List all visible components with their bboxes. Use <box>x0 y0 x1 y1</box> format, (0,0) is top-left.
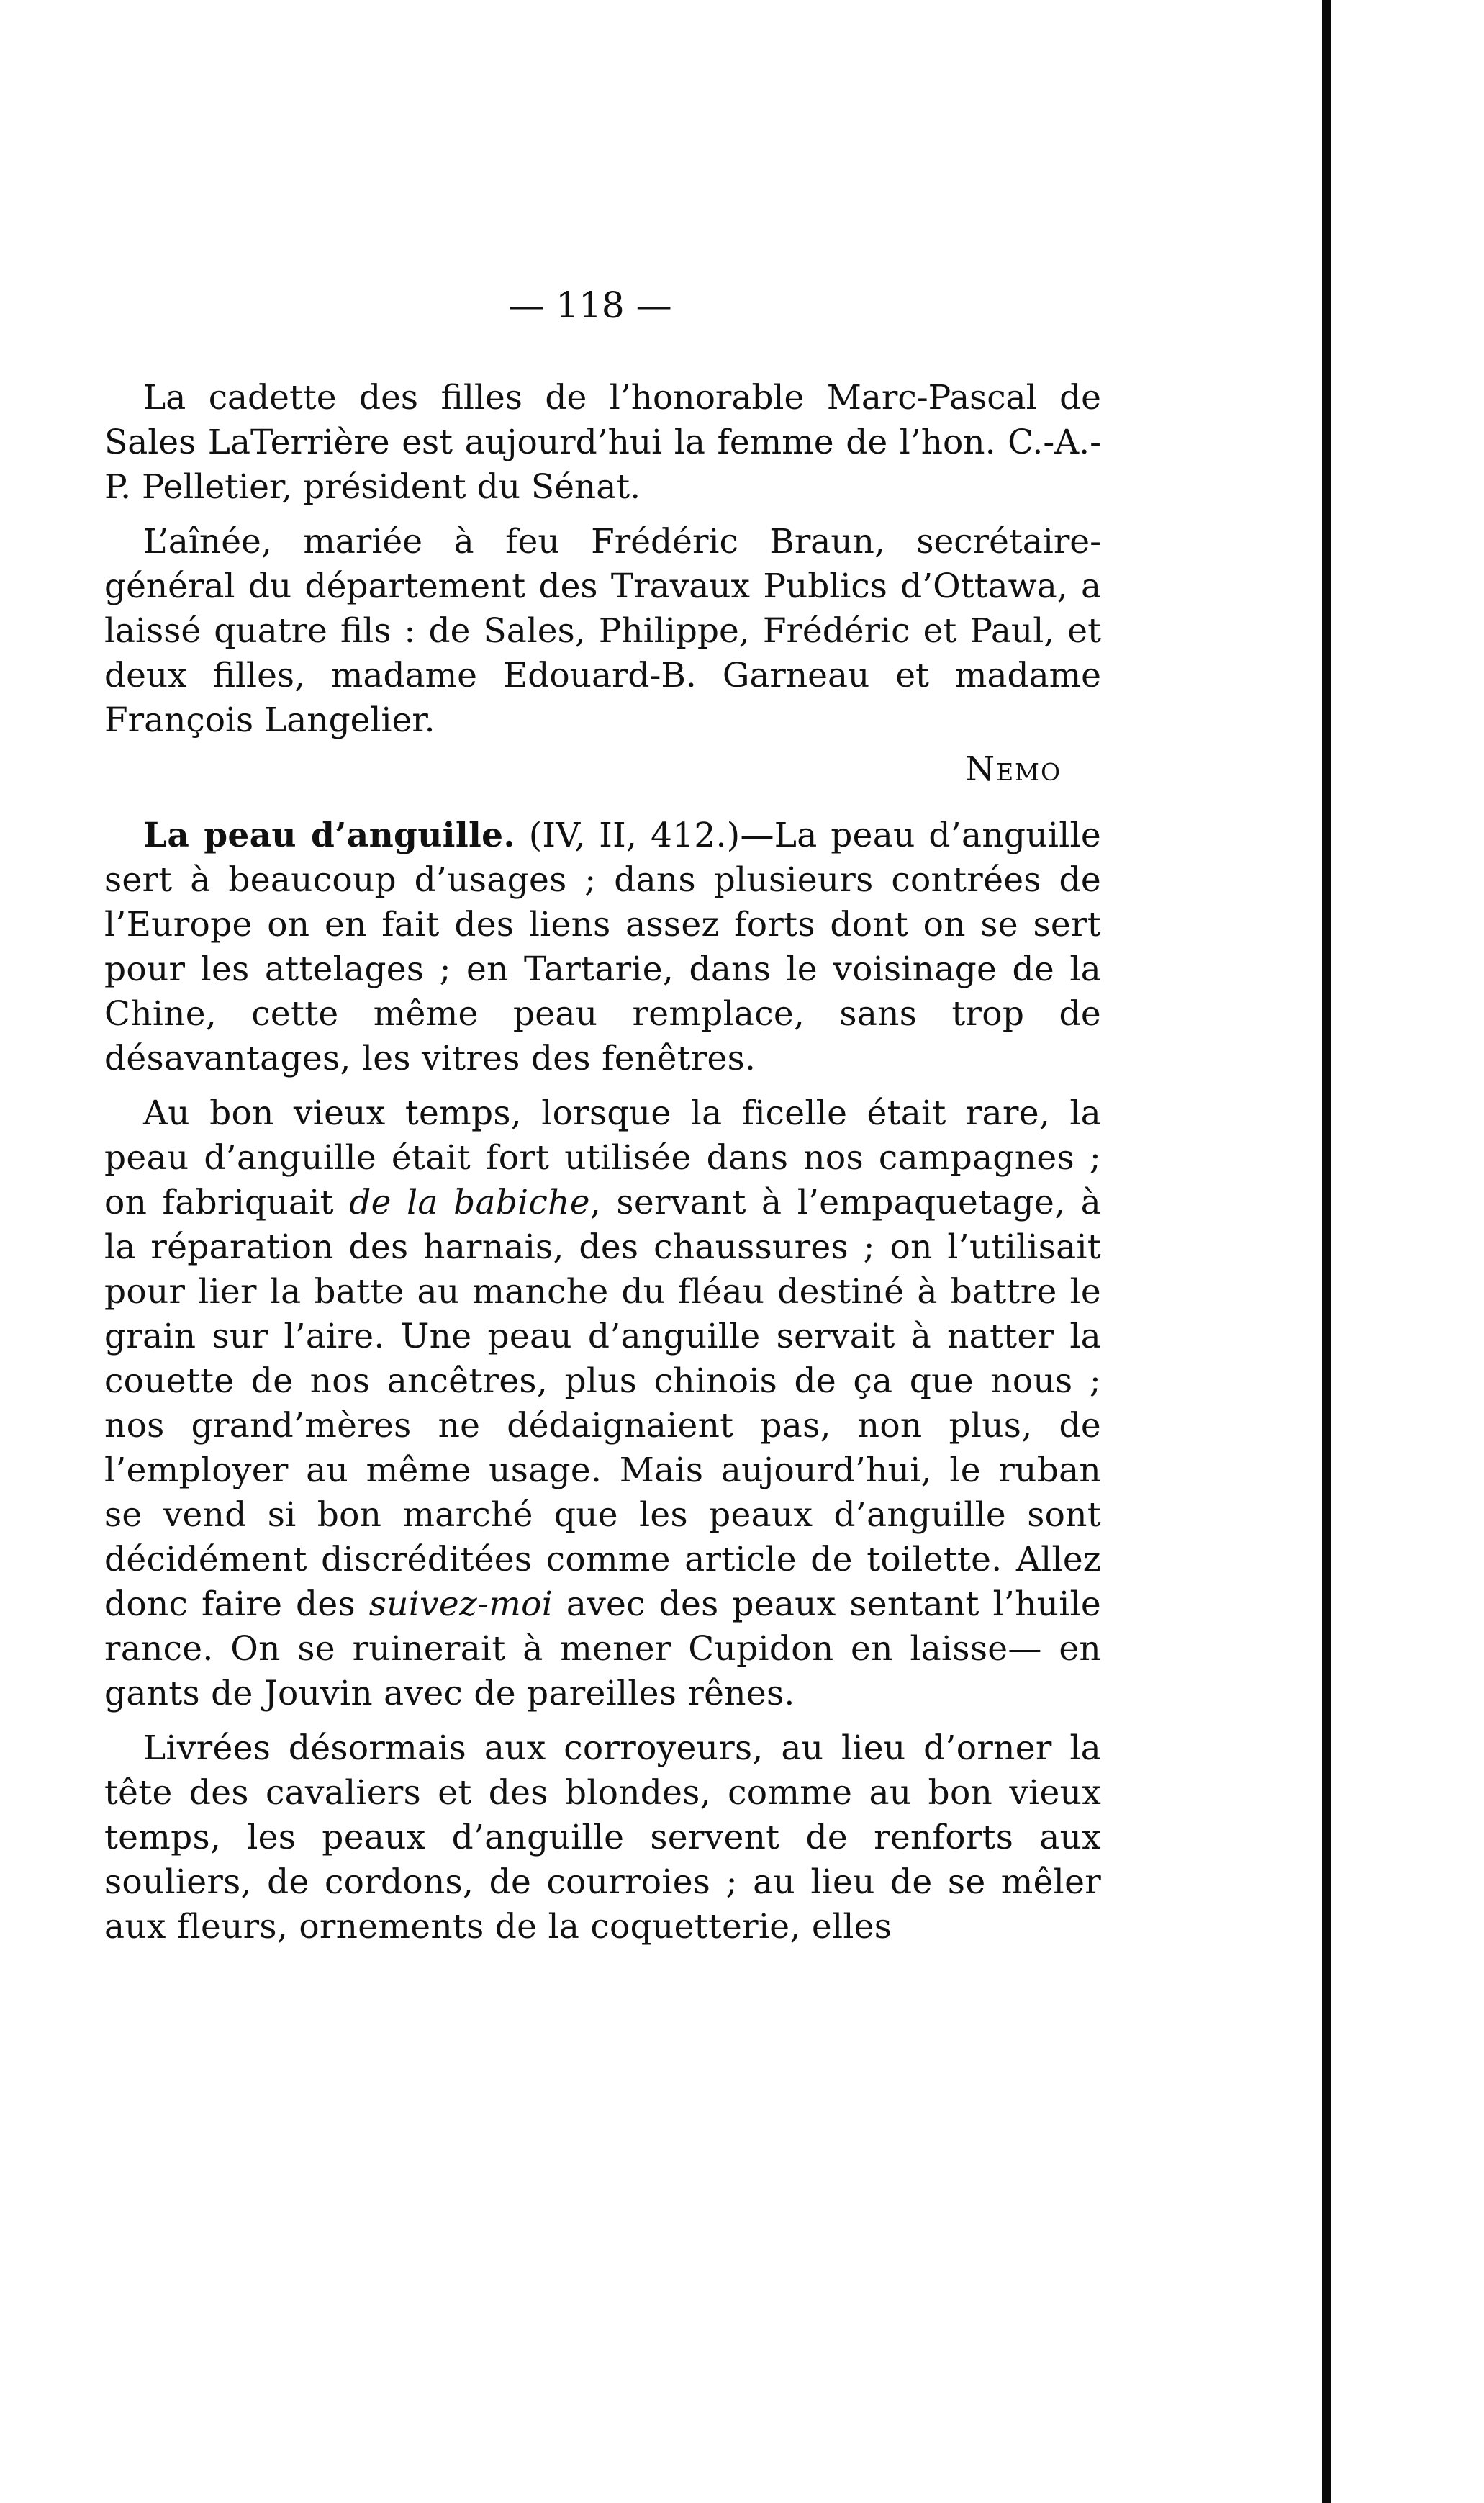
article-opening-text: —La peau d’anguille sert à beaucoup d’usages ; dans plusieurs contrées de l’Europe on en fait des liens assez forts dont on se sert pour les attelages ; en Tartarie, dans le voisinage de la Chine, cette même peau remplace, sans trop de désavantages, les vitres des fenêtres. <box>104 816 1101 1078</box>
italic-term: suivez-moi <box>368 1584 553 1624</box>
paragraph: La cadette des filles de l’honorable Marc-Pascal de Sales LaTerrière est aujourd’hui la femme de l’hon. C.-A.-P. Pelletier, président du Sénat. <box>104 378 1101 507</box>
article-peau-anguille <box>104 813 1101 1949</box>
paragraph-text: avec des peaux sentant l’huile rance. On se ruinerait à mener Cupidon en laisse— en gants de Jouvin avec de pareilles rênes. <box>104 1584 1101 1713</box>
paragraph <box>104 1091 1101 1716</box>
author-signature: Nemo <box>964 749 1062 789</box>
paragraph: Livrées désormais aux corroyeurs, au lieu d’orner la tête des cavaliers et des blondes, comme au bon vieux temps, les peaux d’anguille servent de renforts aux souliers, de cordons, de courroies ; au lieu de se mêler aux fleurs, ornements de la coquetterie, elles <box>104 1728 1101 1947</box>
italic-term: de la babiche <box>349 1183 590 1222</box>
article-title: La peau d’anguille. <box>143 816 516 855</box>
paragraph: L’aînée, mariée à feu Frédéric Braun, secrétaire-général du département des Travaux Publics d’Ottawa, a laissé quatre fils : de Sales, Philippe, Frédéric et Paul, et deux filles, madame Edouard-B. Garneau et madame François Langelier. <box>104 522 1101 740</box>
previous-article-ending <box>104 376 1101 792</box>
article-opening-paragraph <box>104 813 1101 1081</box>
article-reference: (IV, II, 412.) <box>528 816 741 855</box>
page-number: — 118 — <box>508 284 672 326</box>
paragraph-text: , servant à l’empaquetage, à la réparation des harnais, des chaussures ; on l’utilisait pour lier la batte au manche du fléau destiné à battre le grain sur l’aire. Une peau d’anguille servait à natter la couette de nos ancêtres, plus chinois de ça que nous ; nos grand’mères ne dédaignaient pas, non plus, de l’employer au même usage. Mais aujourd’hui, le ruban se vend si bon marché que les peaux d’anguille sont décidément discréditées comme article de toilette. Allez donc faire des <box>104 1183 1101 1624</box>
scan-edge-border <box>1322 0 1331 2503</box>
paragraph-text: Au bon vieux temps, lorsque la ficelle était rare, la peau d’anguille était fort utilisée dans nos campagnes ; on fabriquait <box>104 1093 1101 1222</box>
